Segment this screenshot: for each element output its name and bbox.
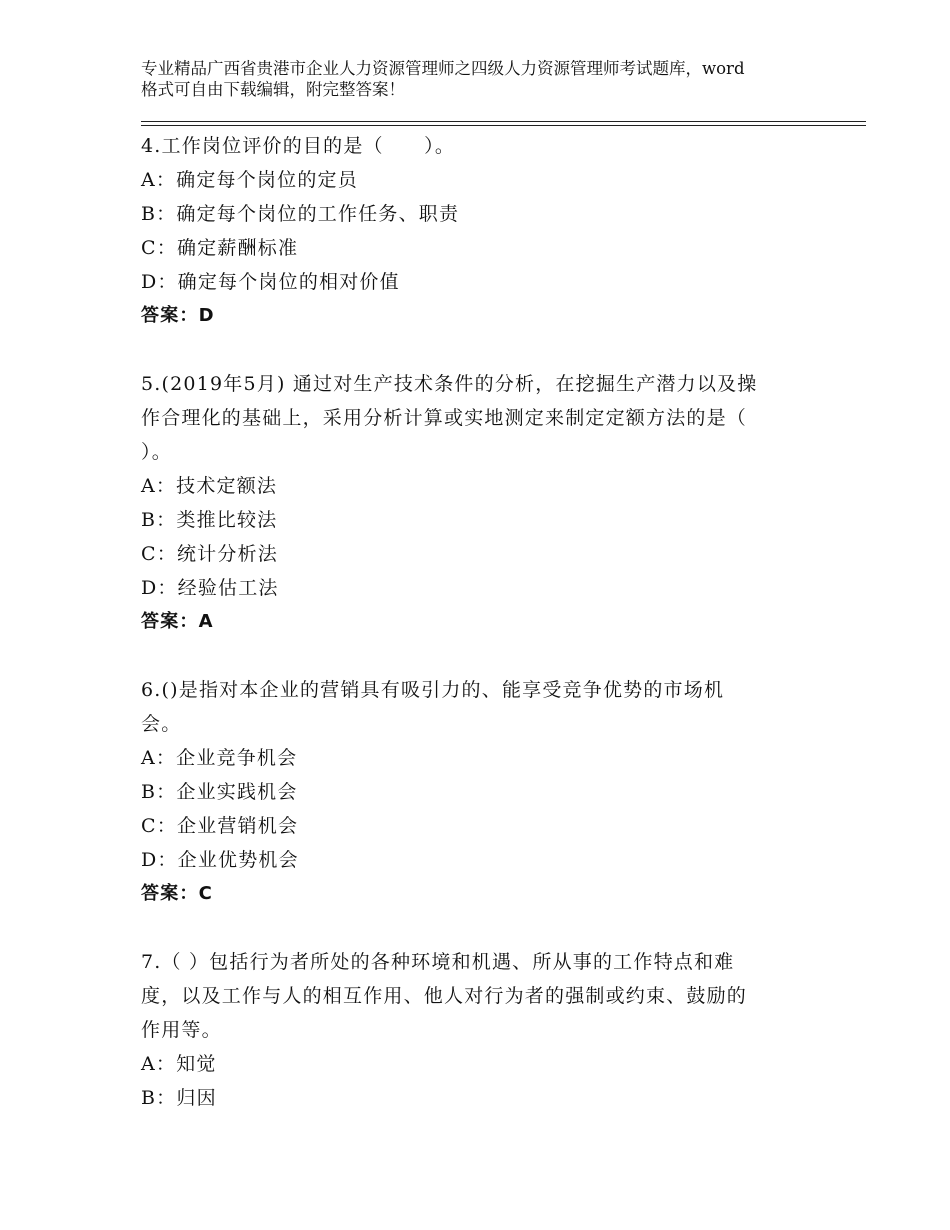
header-divider-top — [141, 121, 866, 122]
answer: 答案：C — [141, 883, 214, 904]
question-stem: 4.工作岗位评价的目的是（ ）。 — [141, 135, 456, 157]
question-7 — [141, 945, 831, 1115]
option-d: D：确定每个岗位的相对价值 — [141, 271, 400, 293]
option-c: C：确定薪酬标准 — [141, 237, 299, 259]
question-stem-line-2: 会。 — [141, 713, 182, 735]
question-list — [141, 129, 831, 1149]
header-line-2: 格式可自由下载编辑，附完整答案！ — [141, 80, 405, 99]
question-6 — [141, 673, 831, 911]
option-a: A：确定每个岗位的定员 — [141, 169, 358, 191]
question-stem-line-3: ）。 — [141, 441, 172, 463]
option-b: B：归因 — [141, 1087, 217, 1109]
option-b: B：类推比较法 — [141, 509, 278, 531]
header-line-1: 专业精品广西省贵港市企业人力资源管理师之四级人力资源管理师考试题库，word — [141, 59, 745, 78]
option-d: D：企业优势机会 — [141, 849, 299, 871]
option-b: B：企业实践机会 — [141, 781, 298, 803]
question-4 — [141, 129, 831, 333]
question-stem-line-1: 7.（ ）包括行为者所处的各种环境和机遇、所从事的工作特点和难 — [141, 951, 735, 973]
question-stem-line-2: 作合理化的基础上，采用分析计算或实地测定来制定定额方法的是（ — [141, 407, 748, 429]
question-stem-line-2: 度，以及工作与人的相互作用、他人对行为者的强制或约束、鼓励的 — [141, 985, 748, 1007]
answer: 答案：D — [141, 305, 215, 326]
document-header — [141, 58, 831, 100]
question-stem-line-1: 5.(2019年5月) 通过对生产技术条件的分析，在挖掘生产潜力以及操 — [141, 373, 758, 395]
option-b: B：确定每个岗位的工作任务、职责 — [141, 203, 460, 225]
option-a: A：企业竞争机会 — [141, 747, 298, 769]
option-c: C：统计分析法 — [141, 543, 278, 565]
option-d: D：经验估工法 — [141, 577, 279, 599]
answer: 答案：A — [141, 611, 214, 632]
option-a: A：技术定额法 — [141, 475, 278, 497]
header-divider-bottom — [141, 125, 866, 126]
option-c: C：企业营销机会 — [141, 815, 299, 837]
question-5 — [141, 367, 831, 639]
question-stem-line-1: 6.()是指对本企业的营销具有吸引力的、能享受竞争优势的市场机 — [141, 679, 725, 701]
option-a: A：知觉 — [141, 1053, 217, 1075]
question-stem-line-3: 作用等。 — [141, 1019, 222, 1041]
